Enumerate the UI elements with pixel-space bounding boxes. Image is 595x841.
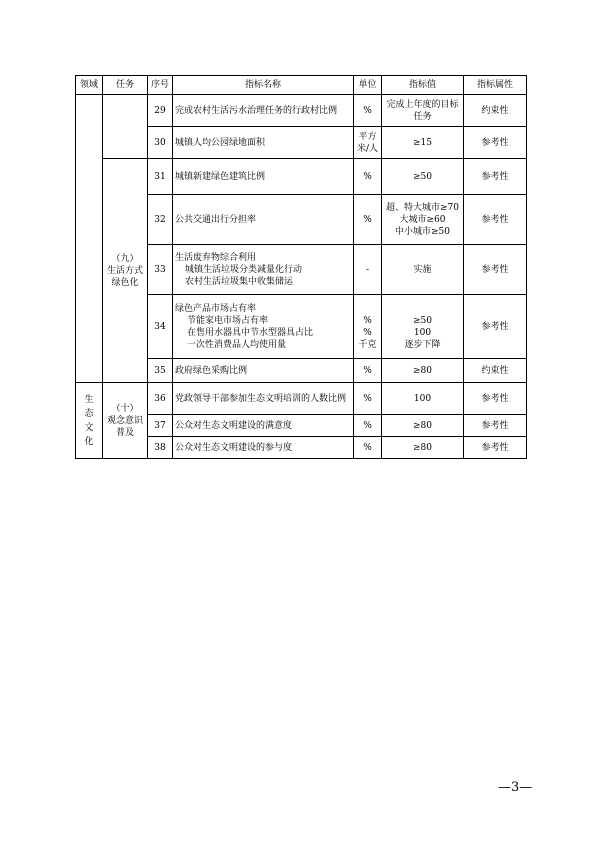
indicator-unit: % bbox=[354, 95, 382, 127]
domain-char: 生 bbox=[84, 394, 94, 405]
value-line: 100 bbox=[413, 327, 432, 338]
domain-cell-culture bbox=[76, 383, 103, 459]
indicator-name: 完成农村生活污水治理任务的行政村比例 bbox=[173, 95, 354, 127]
indicator-name: 城镇新建绿色建筑比例 bbox=[173, 159, 354, 195]
header-domain: 领域 bbox=[76, 76, 103, 95]
indicator-name: 党政领导干部参加生态文明培训的人数比例 bbox=[173, 383, 354, 415]
indicator-attribute: 参考性 bbox=[464, 195, 527, 245]
table-row bbox=[76, 159, 527, 195]
indicator-unit: % bbox=[354, 195, 382, 245]
name-subline: 城镇生活垃圾分类减量化行动 bbox=[185, 264, 303, 275]
value-line: ≥50 bbox=[413, 315, 432, 326]
task-label-line: 生活方式 bbox=[106, 265, 143, 276]
indicator-value: ≥80 bbox=[382, 437, 464, 459]
header-indicator-value: 指标值 bbox=[382, 76, 464, 95]
name-subline: 农村生活垃圾集中收集储运 bbox=[185, 276, 294, 287]
row-number: 30 bbox=[148, 127, 173, 159]
value-line: 超、特大城市≥70 bbox=[386, 202, 459, 213]
row-number: 36 bbox=[148, 383, 173, 415]
unit-line: 千克 bbox=[358, 339, 377, 350]
table-row bbox=[76, 95, 527, 127]
indicator-unit: % bbox=[354, 437, 382, 459]
indicator-name: 公共交通出行分担率 bbox=[173, 195, 354, 245]
indicator-unit: % bbox=[354, 415, 382, 437]
row-number: 31 bbox=[148, 159, 173, 195]
indicator-attribute: 参考性 bbox=[464, 295, 527, 359]
row-number: 29 bbox=[148, 95, 173, 127]
header-unit: 单位 bbox=[354, 76, 382, 95]
name-subline: 在售用水器具中节水型器具占比 bbox=[187, 327, 314, 338]
name-subline: 一次性消费品人均使用量 bbox=[187, 339, 287, 350]
indicator-attribute: 参考性 bbox=[464, 245, 527, 295]
domain-char: 化 bbox=[84, 436, 94, 447]
indicator-unit: % bbox=[354, 159, 382, 195]
name-line: 生活废弃物综合利用 bbox=[175, 252, 257, 263]
value-line: 中小城市≥50 bbox=[395, 226, 450, 237]
task-cell-empty bbox=[103, 95, 148, 159]
indicator-attribute: 参考性 bbox=[464, 437, 527, 459]
indicator-attribute: 参考性 bbox=[464, 383, 527, 415]
indicator-unit-multi bbox=[354, 295, 382, 359]
indicator-attribute: 参考性 bbox=[464, 127, 527, 159]
task-cell-awareness bbox=[103, 383, 148, 459]
indicator-table bbox=[75, 75, 527, 459]
domain-char: 文 bbox=[84, 422, 94, 433]
value-line: 大城市≥60 bbox=[399, 214, 446, 225]
row-number: 37 bbox=[148, 415, 173, 437]
indicator-value: ≥80 bbox=[382, 415, 464, 437]
indicator-value-multi bbox=[382, 195, 464, 245]
task-label-line: 观念意识 bbox=[106, 415, 143, 426]
indicator-value: ≥15 bbox=[382, 127, 464, 159]
indicator-name-multi bbox=[173, 295, 354, 359]
indicator-value: ≥50 bbox=[382, 159, 464, 195]
name-subline: 节能家电市场占有率 bbox=[187, 315, 269, 326]
task-label-line: 绿色化 bbox=[111, 277, 139, 288]
indicator-value: ≥80 bbox=[382, 359, 464, 383]
indicator-unit: % bbox=[354, 359, 382, 383]
indicator-attribute: 约束性 bbox=[464, 359, 527, 383]
indicator-name: 公众对生态文明建设的参与度 bbox=[173, 437, 354, 459]
indicator-unit: 平方米/人 bbox=[354, 127, 382, 159]
task-cell-lifestyle bbox=[103, 159, 148, 383]
indicator-unit: - bbox=[354, 245, 382, 295]
table-header-row bbox=[76, 76, 527, 95]
indicator-value: 完成上年度的目标任务 bbox=[382, 95, 464, 127]
task-number: （十） bbox=[111, 403, 139, 414]
domain-cell-empty bbox=[76, 95, 103, 383]
indicator-attribute: 参考性 bbox=[464, 415, 527, 437]
unit-line: % bbox=[363, 315, 372, 326]
row-number: 32 bbox=[148, 195, 173, 245]
indicator-attribute: 约束性 bbox=[464, 95, 527, 127]
header-indicator-attribute: 指标属性 bbox=[464, 76, 527, 95]
unit-line: % bbox=[363, 327, 372, 338]
page-number: —3— bbox=[498, 780, 533, 795]
table-row bbox=[76, 383, 527, 415]
indicator-name: 政府绿色采购比例 bbox=[173, 359, 354, 383]
indicator-unit: % bbox=[354, 383, 382, 415]
indicator-name: 城镇人均公园绿地面积 bbox=[173, 127, 354, 159]
task-label-line: 普及 bbox=[115, 427, 134, 438]
header-number: 序号 bbox=[148, 76, 173, 95]
header-indicator-name: 指标名称 bbox=[173, 76, 354, 95]
indicator-value: 100 bbox=[382, 383, 464, 415]
value-line: 逐步下降 bbox=[404, 339, 441, 350]
row-number: 33 bbox=[148, 245, 173, 295]
indicator-name-multi bbox=[173, 245, 354, 295]
header-task: 任务 bbox=[103, 76, 148, 95]
row-number: 34 bbox=[148, 295, 173, 359]
indicator-name: 公众对生态文明建设的满意度 bbox=[173, 415, 354, 437]
row-number: 35 bbox=[148, 359, 173, 383]
task-number: （九） bbox=[111, 253, 139, 264]
indicator-value-multi bbox=[382, 295, 464, 359]
name-line: 绿色产品市场占有率 bbox=[175, 303, 257, 314]
row-number: 38 bbox=[148, 437, 173, 459]
indicator-value: 实施 bbox=[382, 245, 464, 295]
domain-char: 态 bbox=[84, 408, 94, 419]
indicator-attribute: 参考性 bbox=[464, 159, 527, 195]
